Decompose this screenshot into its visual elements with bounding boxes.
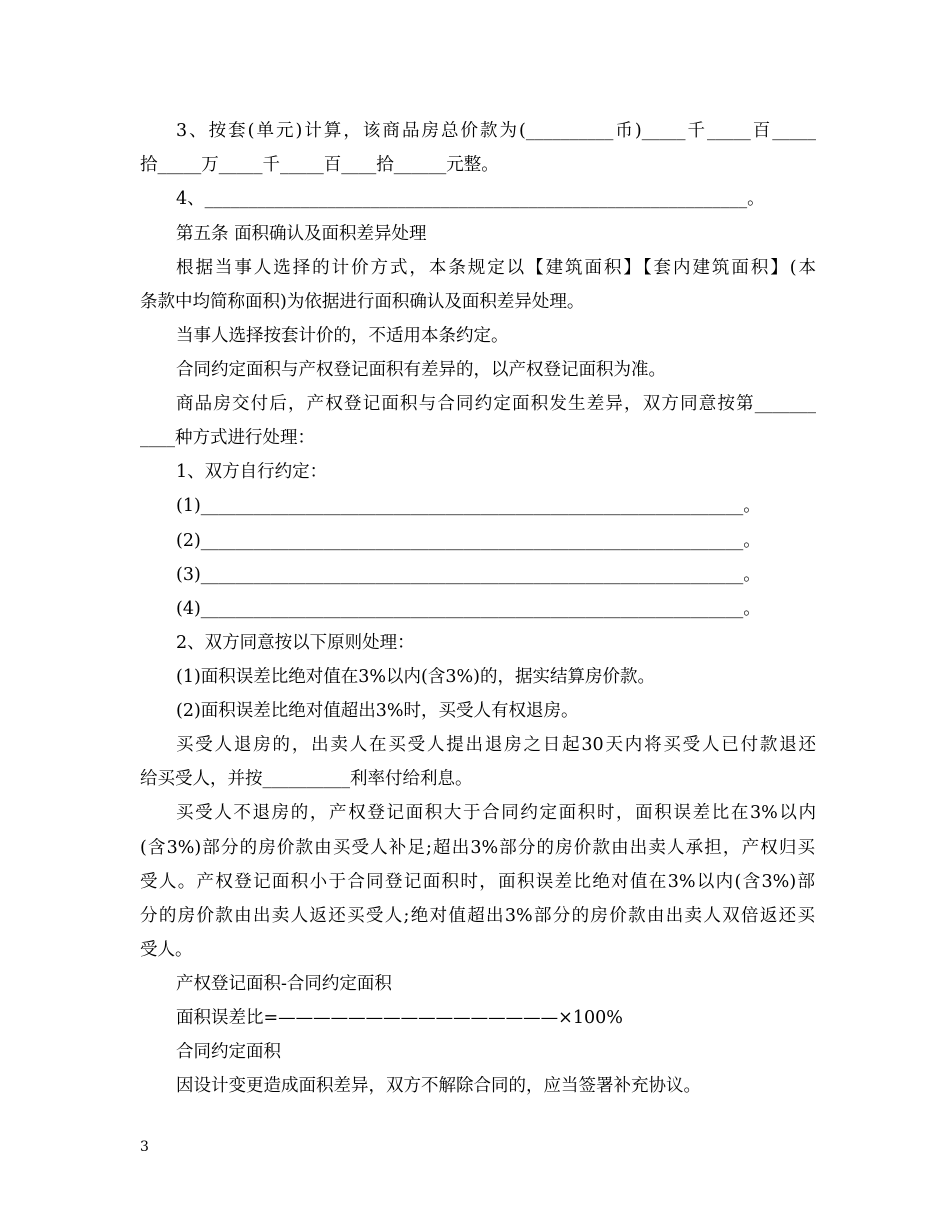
paragraph-line: ____种方式进行处理： bbox=[140, 428, 315, 448]
paragraph-line: 条款中均简称面积)为依据进行面积确认及面积差异处理。 bbox=[140, 292, 585, 312]
blank-item-line: (1)______________________________________________________________。 bbox=[176, 496, 761, 516]
formula-line: 面积误差比=————————————————×100% bbox=[176, 1008, 623, 1028]
blank-item-line: (2)______________________________________________________________。 bbox=[176, 531, 761, 551]
list-heading: 1、双方自行约定： bbox=[176, 462, 328, 482]
paragraph-line: 给买受人，并按__________利率付给利息。 bbox=[140, 769, 473, 789]
paragraph-line: 商品房交付后，产权登记面积与合同约定面积发生差异，双方同意按第_______ bbox=[176, 394, 816, 414]
paragraph-line: (含3%)部分的房价款由买受人补足;超出3%部分的房价款由出卖人承担，产权归买 bbox=[140, 838, 815, 858]
list-item: (1)面积误差比绝对值在3%以内(含3%)的，据实结算房价款。 bbox=[176, 667, 655, 687]
paragraph-line: 分的房价款由出卖人返还买受人;绝对值超出3%部分的房价款由出卖人双倍返还买 bbox=[140, 906, 815, 926]
blank-item-line: (3)______________________________________________________________。 bbox=[176, 565, 761, 585]
page-number: 3 bbox=[140, 1139, 149, 1155]
paragraph-line: 当事人选择按套计价的，不适用本条约定。 bbox=[176, 326, 509, 346]
paragraph-line: 受人。产权登记面积小于合同登记面积时，面积误差比绝对值在3%以内(含3%)部 bbox=[140, 872, 815, 892]
paragraph-line: 买受人退房的，出卖人在买受人提出退房之日起30天内将买受人已付款退还 bbox=[176, 735, 816, 755]
section-heading: 第五条 面积确认及面积差异处理 bbox=[176, 224, 427, 244]
paragraph-line: 拾_____万_____千_____百____拾______元整。 bbox=[140, 155, 499, 175]
paragraph-line: 受人。 bbox=[140, 940, 193, 960]
paragraph-line: 因设计变更造成面积差异，双方不解除合同的，应当签署补充协议。 bbox=[176, 1076, 701, 1096]
paragraph-line: 合同约定面积与产权登记面积有差异的，以产权登记面积为准。 bbox=[176, 360, 666, 380]
paragraph-line: 4、______________________________________________________________。 bbox=[176, 189, 765, 209]
paragraph-line: 根据当事人选择的计价方式，本条规定以【建筑面积】【套内建筑面积】(本 bbox=[176, 258, 816, 278]
list-item: (2)面积误差比绝对值超出3%时，买受人有权退房。 bbox=[176, 701, 579, 721]
blank-item-line: (4)______________________________________________________________。 bbox=[176, 599, 761, 619]
paragraph-line: 3、按套(单元)计算，该商品房总价款为(__________币)_____千_____百_____ bbox=[176, 121, 816, 141]
formula-denominator: 合同约定面积 bbox=[176, 1042, 281, 1062]
formula-numerator: 产权登记面积-合同约定面积 bbox=[176, 974, 392, 994]
list-heading: 2、双方同意按以下原则处理： bbox=[176, 633, 415, 653]
paragraph-line: 买受人不退房的，产权登记面积大于合同约定面积时，面积误差比在3%以内 bbox=[176, 803, 816, 823]
